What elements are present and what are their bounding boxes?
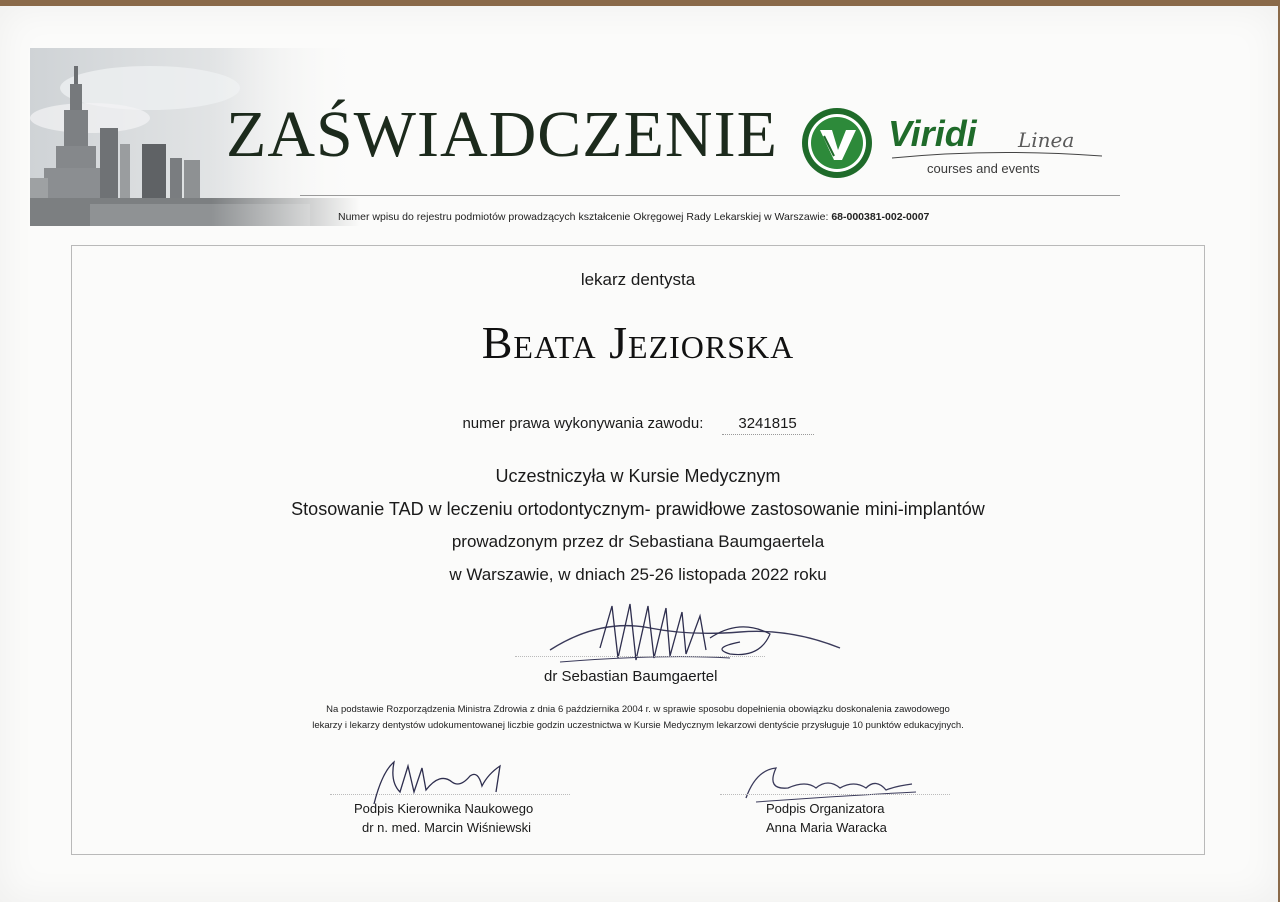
registry-text (338, 211, 929, 223)
organizer-signature-line (720, 794, 950, 795)
viridi-v-logo-icon (800, 106, 874, 180)
profession: lekarz dentysta (580, 270, 696, 289)
license-number: 3241815 (722, 415, 814, 435)
certificate-title: ZAŚWIADCZENIE (226, 98, 778, 171)
license-label: numer prawa wykonywania zawodu: (462, 415, 704, 432)
scientific-director-name: dr n. med. Marcin Wiśniewski (362, 820, 532, 835)
organizer-caption: Podpis Organizatora (766, 801, 885, 816)
scientific-director-signature-image (360, 752, 530, 808)
course-line-1: Uczestniczyła w Kursie Medycznym (495, 466, 781, 486)
logo-tagline: courses and events (927, 161, 1040, 176)
header-divider (300, 195, 1120, 196)
course-lecturer-line: prowadzonym przez dr Sebastiana Baumgaertela (451, 532, 825, 551)
scientific-director-signature-line (330, 794, 570, 795)
course-date-line: w Warszawie, w dniach 25-26 listopada 2022 roku (449, 565, 827, 584)
lecturer-signature-line (515, 656, 765, 657)
lecturer-signature-image (540, 598, 850, 676)
course-title: Stosowanie TAD w leczeniu ortodontycznym- prawidłowe zastosowanie mini-implantów (291, 499, 985, 519)
recipient-name: Beata Jeziorska (481, 317, 795, 368)
logo-script: Linea (1018, 128, 1075, 152)
legal-text-line-1: Na podstawie Rozporządzenia Ministra Zdrowia z dnia 6 października 2004 r. w sprawie sposobu dopełnienia obowiązku doskonalenia zawodowego (326, 704, 950, 715)
scientific-director-caption: Podpis Kierownika Naukowego (354, 801, 534, 816)
registry-number: 68-000381-002-0007 (831, 211, 930, 223)
logo-name: Viridi (888, 113, 977, 154)
lecturer-name: dr Sebastian Baumgaertel (544, 668, 718, 685)
organizer-name: Anna Maria Waracka (766, 820, 887, 835)
legal-text-line-2: lekarzy i lekarzy dentystów udokumentowanej liczbie godzin uczestnictwa w Kursie Medycznym lekarzowi dentyście przysługuje 10 punktów edukacyjnych. (312, 720, 964, 731)
license-row (71, 415, 1205, 435)
registry-label: Numer wpisu do rejestru podmiotów prowadzących kształcenie Okręgowej Rady Lekarskiej w Warszawie: (338, 211, 829, 223)
